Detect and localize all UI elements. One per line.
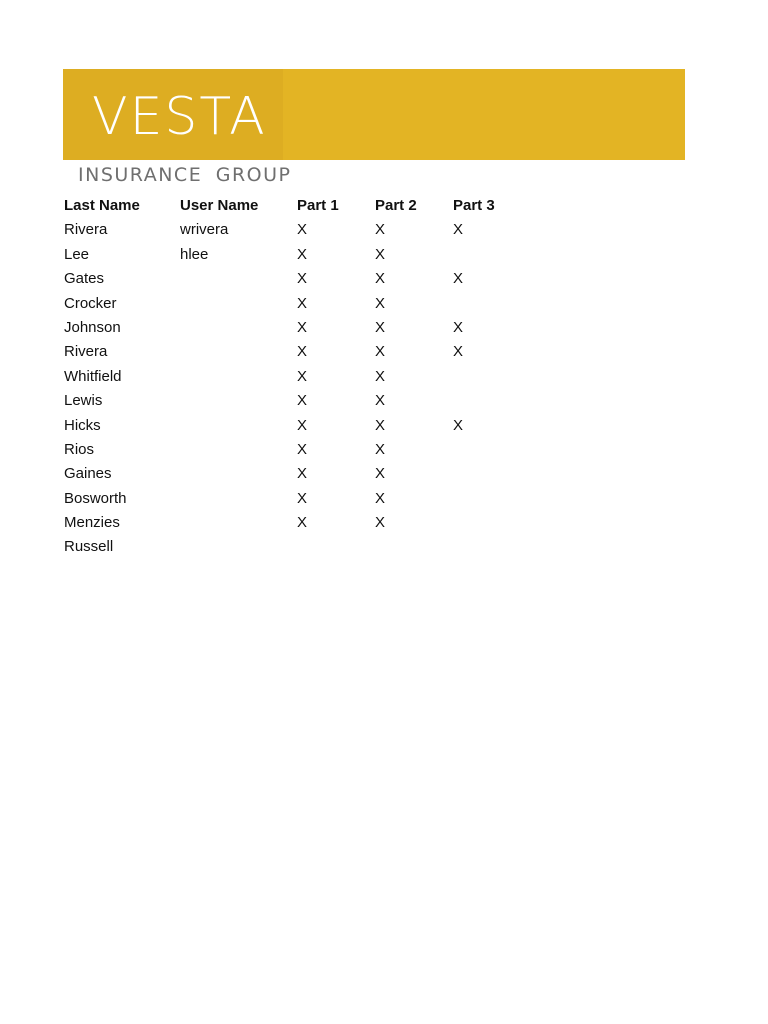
part-2-cell: X bbox=[375, 514, 386, 532]
last-name-cell: Hicks bbox=[64, 416, 101, 434]
table-row bbox=[64, 365, 534, 389]
part-3-cell: X bbox=[453, 416, 464, 434]
part-3-cell: X bbox=[453, 343, 464, 361]
part-1-cell: X bbox=[297, 294, 308, 312]
last-name-cell: Crocker bbox=[64, 294, 117, 312]
part-1-cell: X bbox=[297, 318, 308, 336]
table-row bbox=[64, 218, 534, 242]
header-part-2: Part 2 bbox=[375, 197, 417, 214]
part-1-cell: X bbox=[297, 367, 308, 385]
header-last-name: Last Name bbox=[64, 197, 140, 214]
last-name-cell: Lee bbox=[64, 245, 90, 263]
part-2-cell: X bbox=[375, 392, 386, 410]
part-1-cell: X bbox=[297, 392, 308, 410]
table-row bbox=[64, 267, 534, 291]
part-2-cell: X bbox=[375, 221, 386, 239]
table-row bbox=[64, 243, 534, 267]
table-header-row bbox=[64, 194, 534, 218]
table-row bbox=[64, 535, 534, 559]
table-row bbox=[64, 487, 534, 511]
table-row bbox=[64, 511, 534, 535]
part-1-cell: X bbox=[297, 221, 308, 239]
table-row bbox=[64, 340, 534, 364]
last-name-cell: Lewis bbox=[64, 392, 103, 410]
last-name-cell: Gaines bbox=[64, 465, 112, 483]
last-name-cell: Russell bbox=[64, 538, 114, 556]
last-name-cell: Gates bbox=[64, 270, 105, 288]
participants-table bbox=[64, 194, 534, 560]
user-name-cell: wrivera bbox=[180, 221, 229, 239]
last-name-cell: Bosworth bbox=[64, 489, 127, 507]
user-name-cell: hlee bbox=[180, 245, 209, 263]
part-2-cell: X bbox=[375, 318, 386, 336]
last-name-cell: Rios bbox=[64, 440, 95, 458]
header-part-3: Part 3 bbox=[453, 197, 495, 214]
part-2-cell: X bbox=[375, 416, 386, 434]
part-3-cell: X bbox=[453, 318, 464, 336]
header-banner bbox=[63, 69, 685, 160]
last-name-cell: Rivera bbox=[64, 343, 108, 361]
part-1-cell: X bbox=[297, 343, 308, 361]
part-2-cell: X bbox=[375, 440, 386, 458]
logo-area bbox=[63, 69, 283, 160]
company-logo: VESTA bbox=[92, 87, 267, 147]
table-row bbox=[64, 389, 534, 413]
part-1-cell: X bbox=[297, 440, 308, 458]
table-row bbox=[64, 292, 534, 316]
table-row bbox=[64, 316, 534, 340]
part-2-cell: X bbox=[375, 270, 386, 288]
header-part-1: Part 1 bbox=[297, 197, 339, 214]
table-row bbox=[64, 414, 534, 438]
company-subtitle: INSURANCE GROUP bbox=[78, 164, 292, 186]
part-3-cell: X bbox=[453, 270, 464, 288]
part-2-cell: X bbox=[375, 465, 386, 483]
part-1-cell: X bbox=[297, 270, 308, 288]
part-2-cell: X bbox=[375, 489, 386, 507]
table-body bbox=[64, 218, 534, 559]
part-1-cell: X bbox=[297, 416, 308, 434]
last-name-cell: Whitfield bbox=[64, 367, 122, 385]
part-1-cell: X bbox=[297, 245, 308, 263]
last-name-cell: Rivera bbox=[64, 221, 108, 239]
table-row bbox=[64, 438, 534, 462]
part-2-cell: X bbox=[375, 343, 386, 361]
header-user-name: User Name bbox=[180, 197, 259, 214]
part-3-cell: X bbox=[453, 221, 464, 239]
last-name-cell: Johnson bbox=[64, 318, 121, 336]
part-1-cell: X bbox=[297, 514, 308, 532]
part-2-cell: X bbox=[375, 245, 386, 263]
last-name-cell: Menzies bbox=[64, 514, 120, 532]
part-1-cell: X bbox=[297, 465, 308, 483]
table-row bbox=[64, 462, 534, 486]
part-2-cell: X bbox=[375, 367, 386, 385]
part-1-cell: X bbox=[297, 489, 308, 507]
part-2-cell: X bbox=[375, 294, 386, 312]
